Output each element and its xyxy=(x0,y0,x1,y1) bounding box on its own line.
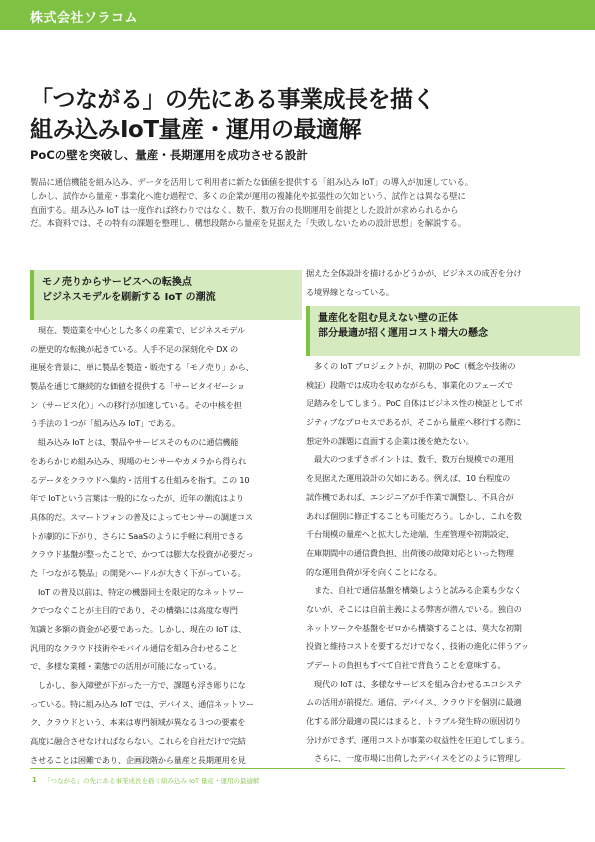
body-line: 進展を背景に、単に製品を製造・販売する「モノ売り」から、 xyxy=(30,362,254,373)
body-line: 最大のつまずきポイントは、数千、数万台規模での運用 xyxy=(306,454,514,465)
body-line: っている。特に組み込み IoT では、デバイス、通信ネットワー xyxy=(30,698,254,709)
body-line: た「つながる製品」の開発ハードルが大きく下がっている。 xyxy=(30,567,246,578)
body-line: 検証）段階では成功を収めながらも、事業化のフェーズで xyxy=(306,379,513,390)
section1-heading-line1: モノ売りからサービスへの転換点 xyxy=(42,277,192,288)
body-line: トが劇的に下がり、さらに SaaSのように手軽に利用できる xyxy=(30,530,244,541)
body-line: ないが、そこには自前主義による弊害が潜んでいる。独自の xyxy=(306,603,522,614)
body-line: さらに、一度市場に出荷したデバイスをどのように管理し xyxy=(306,753,522,764)
body-line: あれば個別に修正することも可能だろう。しかし、これを数 xyxy=(306,510,522,521)
page-number: 1 xyxy=(32,776,37,784)
body-line: 高度に融合させなければならない。これらを自社だけで完結 xyxy=(30,736,246,747)
body-line: 的な運用負荷が牙を向くことになる。 xyxy=(306,566,442,577)
section1-heading-line2: ビジネスモデルを刷新する IoT の潮流 xyxy=(42,292,216,303)
body-line: ン（サービス化）」への移行が加速している。その中核を担 xyxy=(30,399,242,410)
lead-line: しかし、試作から量産・事業化へ進む過程で、多くの企業が運用の複雑化や拡張性の欠如という、試作とは異なる壁に xyxy=(30,190,466,201)
body-line: しかし、参入障壁が下がった一方で、課題も浮き彫りにな xyxy=(30,680,246,691)
body-line: ク、クラウドという、本来は専門領域が異なる３つの要素を xyxy=(30,717,246,728)
body-line: 製品を通じて継続的な価値を提供する「サービタイゼーショ xyxy=(30,381,245,392)
body-line: 年で IoTという言葉は一般的になったが、近年の潮流はより xyxy=(30,493,244,504)
lead-line: 直面する。組み込み IoT は一度作れば終わりではなく、数千、数万台の長期運用を前提とした設計が求められるから xyxy=(30,204,459,215)
body-line: 試作機であれば、エンジニアが手作業で調整し、不具合が xyxy=(306,491,514,502)
page-subtitle: PoCの壁を突破し、量産・長期運用を成功させる設計 xyxy=(30,148,308,162)
body-line: ムの活用が前提だ。通信、デバイス、クラウドを個別に最適 xyxy=(306,697,522,708)
body-line: 分けができず、運用コストが事業の収益性を圧迫してしまう。 xyxy=(306,734,529,745)
lead-paragraph xyxy=(30,176,568,231)
section1-heading-box xyxy=(30,270,302,320)
body-line: IoT の普及以前は、特定の機器同士を限定的なネットワー xyxy=(30,586,244,597)
body-line: 想定外の課題に直面する企業は後を絶たない。 xyxy=(306,435,474,446)
section1-body xyxy=(30,321,298,770)
section1-continuation xyxy=(306,264,574,301)
body-line: 組み込み IoT とは、製品やサービスそのものに通信機能 xyxy=(30,437,239,448)
section2-heading-box xyxy=(306,306,580,356)
body-line: 足踏みをしてしまう。PoC 自体はビジネス性の検証としてポ xyxy=(306,398,523,409)
body-line: また、自社で通信基盤を構築しようと試みる企業も少なく xyxy=(306,585,522,596)
body-line: 在庫期間中の通信費負担、出荷後の故障対応といった物理 xyxy=(306,547,514,558)
body-line: 化する部分最適の罠にはまると、トラブル発生時の原因切り xyxy=(306,716,522,727)
page-title-line1: 「つながる」の先にある事業成長を描く xyxy=(30,87,435,113)
header-bar xyxy=(0,0,595,30)
body-line: クラウド基盤が整ったことで、かつては膨大な投資が必要だっ xyxy=(30,549,254,560)
body-line: う手法の１つが「組み込み IoT」である。 xyxy=(30,418,181,429)
section2-heading-line2: 部分最適が招く運用コスト増大の懸念 xyxy=(318,328,488,339)
body-line: 多くの IoT プロジェクトが、初期の PoC（概念や技術の xyxy=(306,361,516,371)
body-line: 据えた全体設計を描けるかどうかが、ビジネスの成否を分け xyxy=(306,268,522,278)
body-line: る境界線となっている。 xyxy=(306,286,394,297)
body-line: の歴史的な転換が起きている。人手不足の深刻化や DX の xyxy=(30,343,239,354)
footer-title: 「つながる」の先にある事業成長を描く組み込み IoT 量産・運用の最適解 xyxy=(44,777,260,785)
body-line: プデートの負担もすべて自社で背負うことを意味する。 xyxy=(306,660,506,670)
body-line: をあらかじめ組み込み、現場のセンサーやカメラから得られ xyxy=(30,455,247,466)
lead-line: 製品に通信機能を組み込み、データを活用して利用者に新たな価値を提供する「組み込み IoT」の導入が加速している。 xyxy=(30,177,473,187)
body-line: させることは困難であり、企画段階から量産と長期運用を見 xyxy=(30,754,246,765)
body-line: を見据えた運用設計の欠如にある。例えば、10 台程度の xyxy=(306,473,511,484)
body-line: 具体的だ。スマートフォンの普及によってセンサーの調達コス xyxy=(30,511,253,522)
body-line: ジティブなプロセスであるが、そこから量産へ移行する際に xyxy=(306,417,522,428)
body-line: 現在、製造業を中心とした多くの産業で、ビジネスモデル xyxy=(30,325,245,335)
body-line: 千台規模の量産へと拡大した途端、生産管理や初期設定、 xyxy=(306,529,514,540)
footer-divider xyxy=(30,768,565,769)
section2-heading-line1: 量産化を阻む見えない壁の正体 xyxy=(318,313,458,324)
section2-body xyxy=(306,357,574,768)
company-name: 株式会社ソラコム xyxy=(30,11,139,26)
body-line: ネットワークや基盤をゼロから構築することは、莫大な初期 xyxy=(306,622,522,633)
body-line: 投資と維持コストを要するだけでなく、技術の進化に伴うアッ xyxy=(306,641,529,652)
body-line: 知識と多額の資金が必要であった。しかし、現在の IoT は、 xyxy=(30,624,247,634)
body-line: クでつなぐことが主目的であり、その構築には高度な専門 xyxy=(30,605,238,616)
body-line: るデータをクラウドへ集約・活用する仕組みを指す。この 10 xyxy=(30,474,250,485)
body-line: で、多様な業種・業態での活用が可能になっている。 xyxy=(30,661,222,672)
lead-line: だ。本資料では、その特有の課題を整理し、構想段階から量産を見据えた「失敗しないための設計思想」を解説する。 xyxy=(30,218,466,229)
body-line: 現代の IoT は、多様なサービスを組み合わせるエコシステ xyxy=(306,678,522,689)
body-line: 汎用的なクラウド技術やモバイル通信を組み合わせること xyxy=(30,642,238,653)
page-title-line2: 組み込みIoT量産・運用の最適解 xyxy=(30,117,362,143)
